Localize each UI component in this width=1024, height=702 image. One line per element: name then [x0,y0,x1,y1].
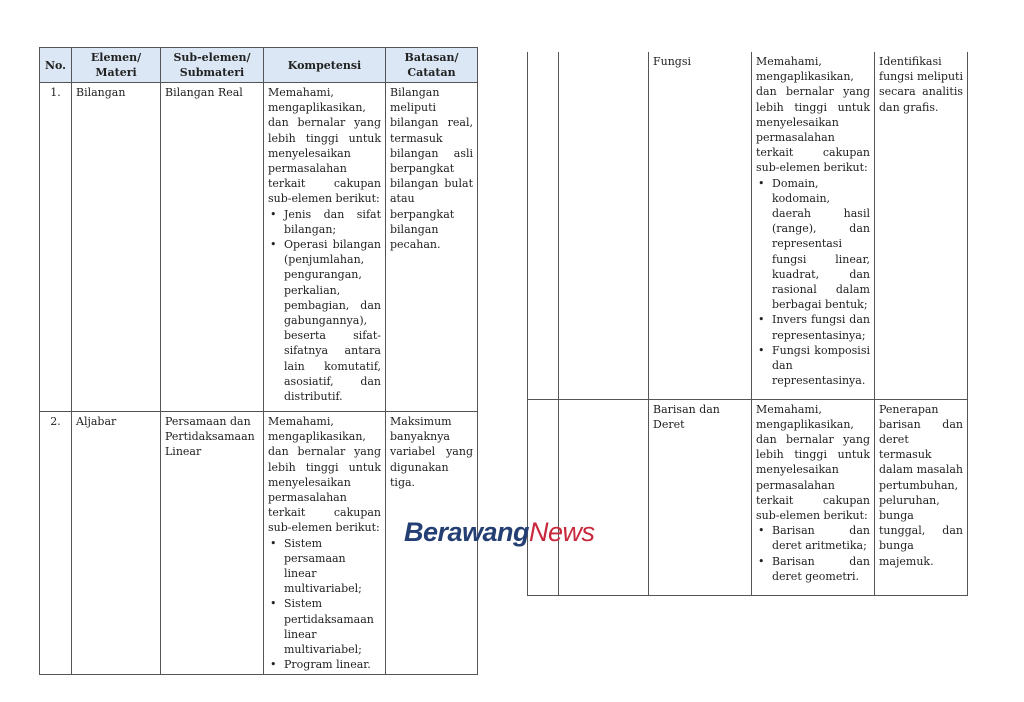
list-item: • Domain, kodomain, daerah hasil (range), dan representasi fungsi linear, kuadrat, dan rasional dalam berbagai bentuk; [772,176,870,313]
kompetensi-intro: Memahami, mengaplikasikan, dan bernalar yang lebih tinggi untuk menyelesaikan permasalahan terkait cakupan sub-elemen berikut: [268,415,381,535]
table-row [40,83,478,412]
row-kompetensi [264,83,386,412]
curriculum-table-left [39,47,478,675]
row-number [528,52,559,399]
kompetensi-list [268,536,381,673]
row-number: 1. [40,83,72,412]
row-kompetensi [752,399,875,595]
row-batasan: Bilangan meliputi bilangan real, termasuk bilangan asli berpangkat bilangan bulat atau berpangkat bilangan pecahan. [386,83,478,412]
curriculum-table-right [527,52,968,596]
header-batasan: Batasan/ Catatan [386,48,478,83]
list-item: • Fungsi komposisi dan representasinya. [772,343,870,389]
kompetensi-intro: Memahami, mengaplikasikan, dan bernalar yang lebih tinggi untuk menyelesaikan permasalahan terkait cakupan sub-elemen berikut: [268,86,381,206]
list-item: • Sistem pertidaksamaan linear multivariabel; [284,596,381,657]
row-subelemen: Barisan dan Deret [649,399,752,595]
row-subelemen: Bilangan Real [161,83,264,412]
row-kompetensi [264,412,386,675]
kompetensi-list [756,523,870,584]
kompetensi-list [268,207,381,405]
list-item: • Barisan dan deret geometri. [772,554,870,584]
header-subelemen: Sub-elemen/ Submateri [161,48,264,83]
row-elemen [559,52,649,399]
header-elemen: Elemen/ Materi [72,48,161,83]
row-elemen [559,399,649,595]
table-header-row [40,48,478,83]
watermark-logo [404,517,595,548]
list-item: • Program linear. [284,657,381,672]
header-kompetensi: Kompetensi [264,48,386,83]
row-kompetensi [752,52,875,399]
row-number: 2. [40,412,72,675]
list-item: • Sistem persamaan linear multivariabel; [284,536,381,597]
watermark-part2: News [529,517,595,547]
kompetensi-intro: Memahami, mengaplikasikan, dan bernalar yang lebih tinggi untuk menyelesaikan permasalahan terkait cakupan sub-elemen berikut: [756,402,870,522]
table-row [528,399,968,595]
row-batasan: Identifikasi fungsi meliputi secara analitis dan grafis. [875,52,968,399]
list-item: • Operasi bilangan (penjumlahan, pengurangan, perkalian, pembagian, dan gabungannya), beserta sifat-sifatnya antara lain komutatif, asosiatif, dan distributif. [284,237,381,404]
row-batasan: Penerapan barisan dan deret termasuk dalam masalah pertumbuhan, peluruhan, bunga tunggal, dan bunga majemuk. [875,399,968,595]
watermark-part1: Berawang [404,517,530,547]
header-no: No. [40,48,72,83]
row-elemen: Bilangan [72,83,161,412]
list-item: • Jenis dan sifat bilangan; [284,207,381,237]
row-subelemen: Persamaan dan Pertidaksamaan Linear [161,412,264,675]
row-elemen: Aljabar [72,412,161,675]
kompetensi-intro: Memahami, mengaplikasikan, dan bernalar yang lebih tinggi untuk menyelesaikan permasalahan terkait cakupan sub-elemen berikut: [756,55,870,175]
list-item: • Barisan dan deret aritmetika; [772,523,870,553]
row-number [528,399,559,595]
row-subelemen: Fungsi [649,52,752,399]
table-row [528,52,968,399]
list-item: • Invers fungsi dan representasinya; [772,312,870,342]
kompetensi-list [756,176,870,389]
row-batasan: Maksimum banyaknya variabel yang digunakan tiga. [386,412,478,675]
